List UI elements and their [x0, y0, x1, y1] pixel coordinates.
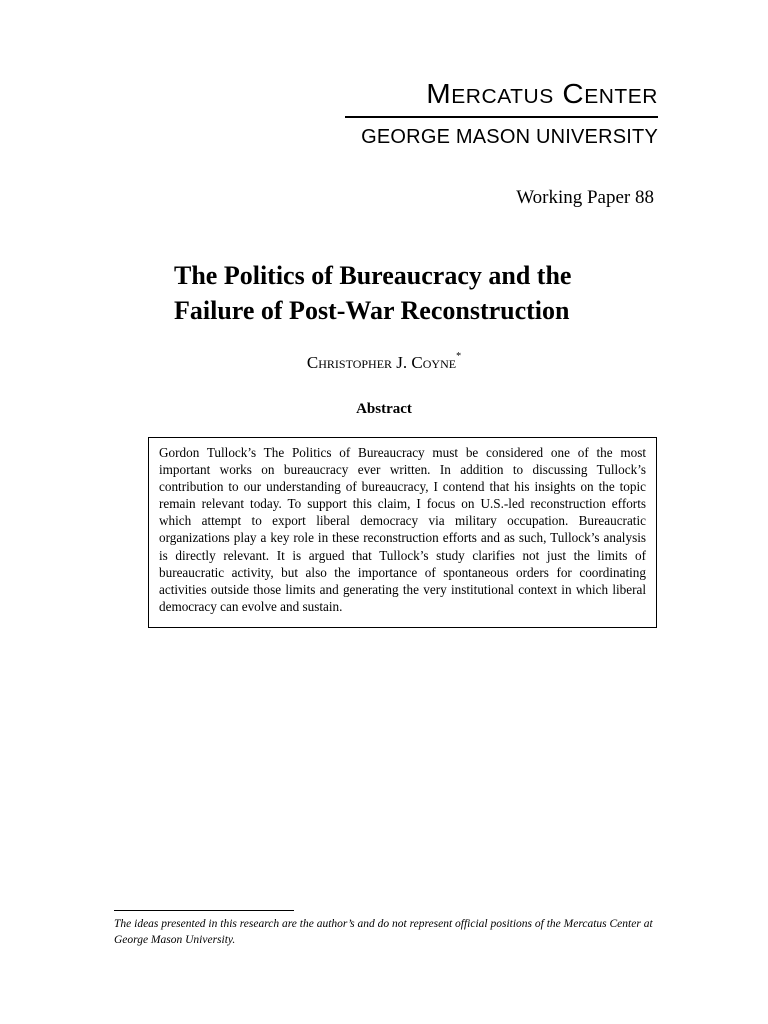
- paper-title: [174, 258, 644, 328]
- footnote-text: The ideas presented in this research are the author’s and do not represent official positions of the Mercatus Center at George Mason University.: [114, 918, 653, 946]
- author-footnote-mark: *: [456, 351, 462, 362]
- logo-university-name: GEORGE MASON UNIVERSITY: [361, 126, 658, 148]
- logo-divider: [345, 116, 658, 118]
- logo-org-name: Mercatus Center: [426, 78, 658, 109]
- footnote-divider: [114, 910, 294, 911]
- abstract-heading: Abstract: [356, 401, 412, 417]
- paper-title-line-1: The Politics of Bureaucracy and the: [174, 261, 572, 290]
- mercatus-center-logo: [345, 76, 658, 150]
- working-paper-number: Working Paper 88: [516, 187, 654, 208]
- author-name: Christopher J. Coyne: [306, 353, 457, 372]
- paper-title-line-2: Failure of Post-War Reconstruction: [174, 296, 570, 325]
- abstract-box: Gordon Tullock’s The Politics of Bureaucracy must be considered one of the most important works on bureaucracy ever written. In addition to discussing Tullock’s contribution to our understanding of bureaucracy, I contend that his insights on the topic remain relevant today. To support this claim, I focus on U.S.-led reconstruction efforts which attempt to export liberal democracy via military occupation. Bureaucratic organizations play a key role in these reconstruction efforts and as such, Tullock’s analysis is directly relevant. It is argued that Tullock’s study clarifies not just the limits of bureaucratic activity, but also the importance of spontaneous orders for coordinating activities outside those limits and generating the very institutional context in which liberal democracy can evolve and sustain.: [148, 437, 657, 628]
- author-line: [0, 352, 768, 374]
